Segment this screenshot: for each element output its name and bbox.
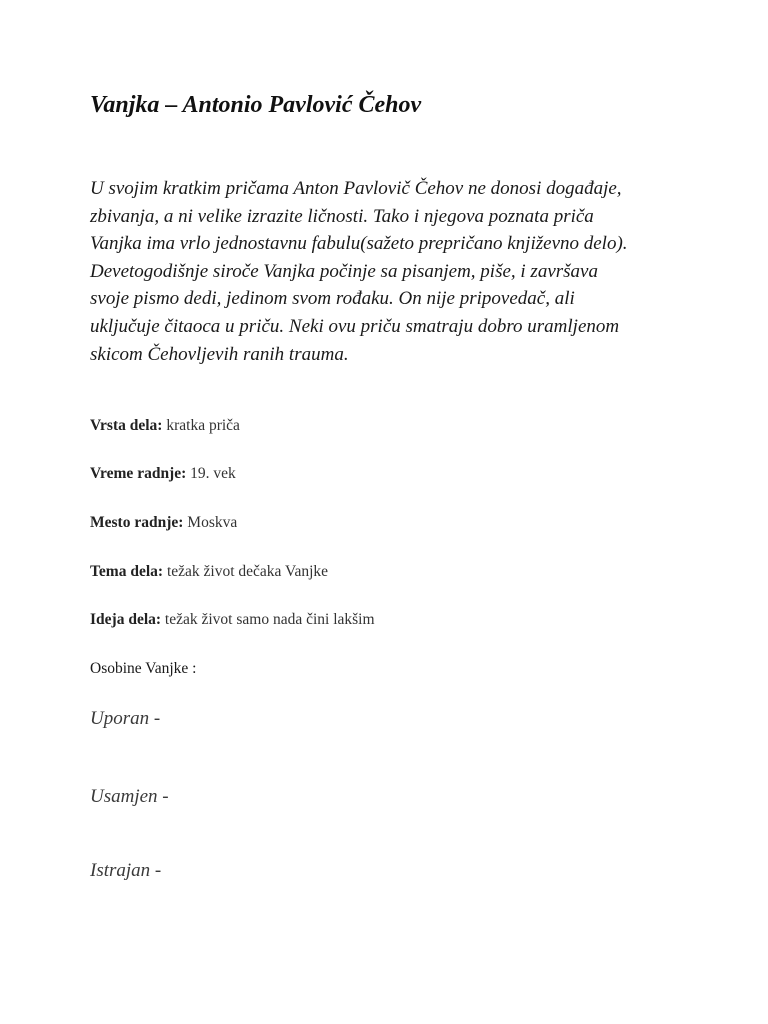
intro-line: svoje pismo dedi, jedinom svom rođaku. On nije pripovedač, ali xyxy=(90,288,575,310)
field-ideja-dela xyxy=(90,611,375,629)
field-value: 19. vek xyxy=(190,465,236,482)
field-value: težak život samo nada čini lakšim xyxy=(164,611,375,628)
traits-heading: Osobine Vanjke : xyxy=(90,660,197,677)
trait-item: Istrajan - xyxy=(90,860,162,881)
intro-line: skicom Čehovljevih ranih trauma. xyxy=(90,343,349,365)
document-title: Vanjka – Antonio Pavlović Čehov xyxy=(90,92,422,118)
intro-line: zbivanja, a ni velike izrazite ličnosti. Tako i njegova poznata priča xyxy=(90,205,594,227)
intro-line: Vanjka ima vrlo jednostavnu fabulu(sažeto prepričano književno delo). xyxy=(90,233,628,255)
field-vreme-radnje xyxy=(90,465,236,483)
intro-line: U svojim kratkim pričama Anton Pavlovič Čehov ne donosi događaje, xyxy=(90,178,622,199)
field-vrsta-dela xyxy=(90,417,240,435)
trait-item: Uporan - xyxy=(90,708,161,729)
trait-item: Usamjen - xyxy=(90,786,169,807)
field-label: Vreme radnje: xyxy=(90,465,187,482)
intro-paragraph xyxy=(90,175,690,368)
field-label: Tema dela: xyxy=(90,563,164,580)
intro-line: Devetogodišnje siroče Vanjka počinje sa pisanjem, piše, i završava xyxy=(90,260,598,282)
field-value: težak život dečaka Vanjke xyxy=(166,563,329,580)
field-value: kratka priča xyxy=(166,417,240,434)
field-label: Vrsta dela: xyxy=(90,417,163,434)
field-value: Moskva xyxy=(187,514,238,531)
field-mesto-radnje xyxy=(90,514,237,532)
field-label: Ideja dela: xyxy=(90,611,162,628)
field-tema-dela xyxy=(90,563,328,581)
intro-line: uključuje čitaoca u priču. Neki ovu priču smatraju dobro uramljenom xyxy=(90,315,620,337)
field-label: Mesto radnje: xyxy=(90,514,184,531)
